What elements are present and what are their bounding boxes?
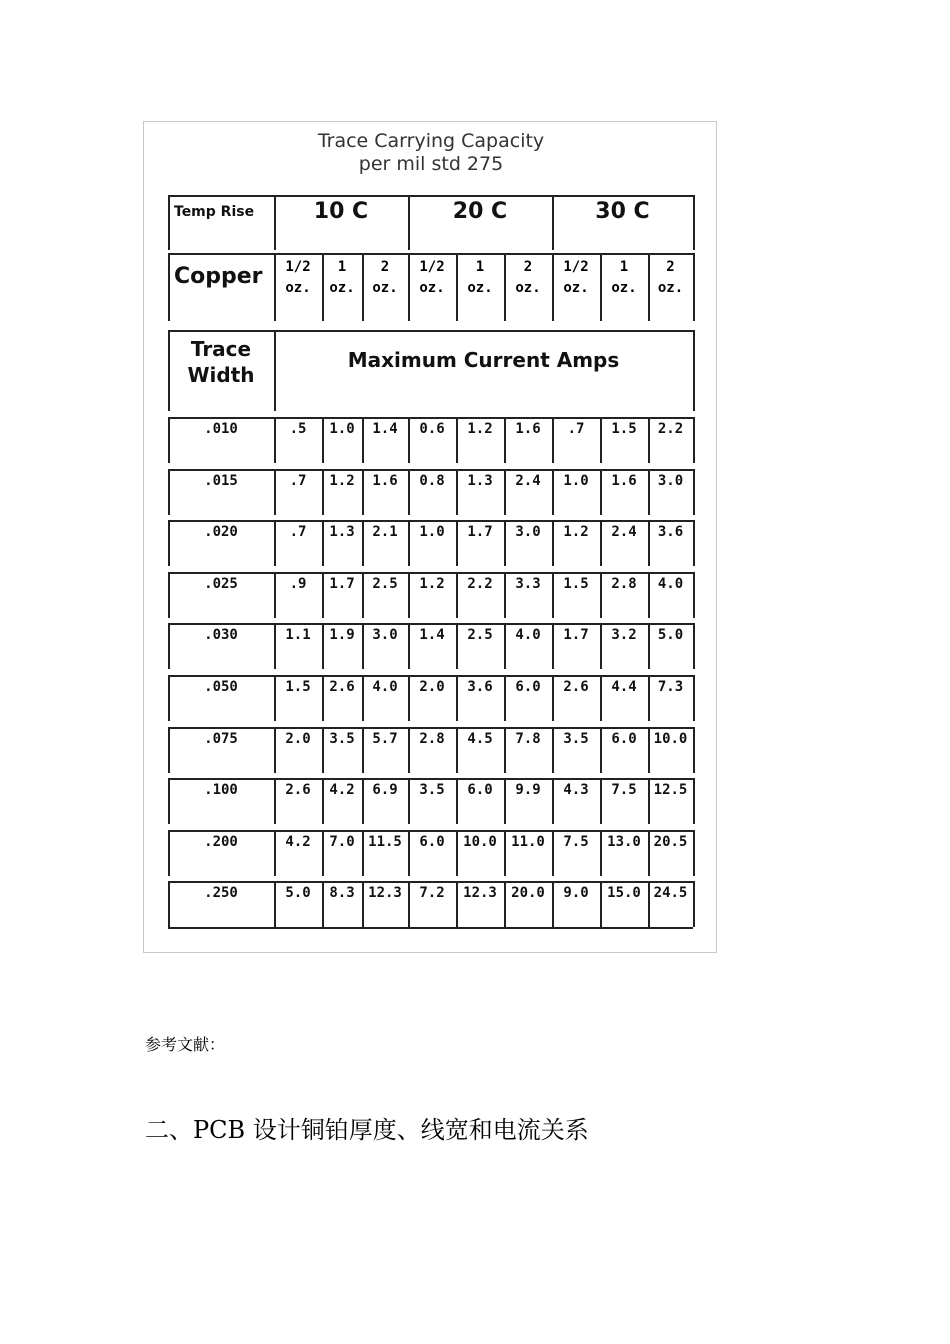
row-col-line — [693, 623, 695, 669]
copper-weight-unit: oz. — [329, 280, 355, 296]
references-caption: 参考文献： — [145, 1035, 226, 1054]
current-cell: 1.2 — [563, 524, 589, 540]
current-cell: 2.4 — [611, 524, 637, 540]
current-cell: 2.6 — [329, 679, 355, 695]
copper-weight-6 — [552, 257, 600, 299]
copper-weight-value: 1 — [619, 259, 629, 275]
copper-weight-8 — [648, 257, 693, 299]
current-cell: 1.7 — [467, 524, 493, 540]
figure-title-line1: Trace Carrying Capacity — [317, 130, 545, 152]
row-line — [168, 520, 693, 522]
current-cell: 2.1 — [372, 524, 398, 540]
current-cell: 1.7 — [563, 627, 589, 643]
trace-width-cell: .200 — [204, 834, 238, 850]
current-cell: 24.5 — [653, 885, 688, 901]
current-cell: 2.4 — [515, 473, 541, 489]
current-cell: 1.9 — [329, 627, 355, 643]
row-col-line — [693, 572, 695, 618]
current-cell: 2.6 — [285, 782, 311, 798]
copper-weight-3 — [408, 257, 456, 299]
copper-weight-7 — [600, 257, 648, 299]
copper-weight-value: 2 — [380, 259, 390, 275]
row-col-line — [693, 881, 695, 927]
current-cell: 5.7 — [372, 731, 398, 747]
copper-weight-2 — [362, 257, 408, 299]
current-cell: 7.2 — [419, 885, 445, 901]
current-cell: .5 — [289, 421, 307, 437]
current-cell: .7 — [289, 473, 307, 489]
copper-weight-unit: oz. — [467, 280, 493, 296]
current-cell: 15.0 — [607, 885, 641, 901]
copper-weight-unit: oz. — [419, 280, 445, 296]
current-cell: 4.3 — [563, 782, 589, 798]
row-line — [168, 572, 693, 574]
current-cell: 4.4 — [611, 679, 637, 695]
current-cell: 20.5 — [653, 834, 688, 850]
current-cell: 2.0 — [419, 679, 445, 695]
copper-weight-unit: oz. — [285, 280, 311, 296]
grid-line-v — [168, 195, 170, 250]
copper-weight-unit: oz. — [515, 280, 541, 296]
trace-width-cell: .050 — [204, 679, 238, 695]
grid-line-v — [168, 253, 170, 321]
temp-rise-10c: 10 C — [313, 199, 369, 224]
row-line — [168, 830, 693, 832]
current-cell: 12.3 — [463, 885, 497, 901]
current-cell: 2.5 — [467, 627, 493, 643]
current-cell: 7.5 — [611, 782, 637, 798]
figure-title-line2: per mil std 275 — [358, 153, 504, 175]
current-cell: 1.5 — [563, 576, 589, 592]
row-col-line — [693, 675, 695, 721]
current-cell: 7.5 — [563, 834, 589, 850]
capacity-table — [144, 122, 718, 954]
row-col-line — [693, 520, 695, 566]
row-line — [168, 727, 693, 729]
copper-label: Copper — [174, 264, 263, 289]
current-cell: 3.2 — [611, 627, 637, 643]
current-cell: 3.0 — [657, 473, 684, 489]
current-cell: 6.0 — [611, 731, 637, 747]
current-cell: 11.0 — [511, 834, 545, 850]
current-cell: 2.6 — [563, 679, 589, 695]
current-cell: 2.2 — [657, 421, 684, 437]
current-cell: 3.6 — [657, 524, 684, 540]
trace-width-cell: .030 — [204, 627, 238, 643]
current-cell: 7.8 — [515, 731, 541, 747]
row-col-line — [693, 778, 695, 824]
current-cell: 3.0 — [372, 627, 398, 643]
current-cell: 1.4 — [419, 627, 445, 643]
temp-rise-20c: 20 C — [452, 199, 508, 224]
current-cell: 7.3 — [657, 679, 684, 695]
current-cell: 2.8 — [419, 731, 445, 747]
current-cell: 2.5 — [372, 576, 398, 592]
current-cell: 1.3 — [329, 524, 355, 540]
current-cell: 6.9 — [372, 782, 398, 798]
row-col-line — [693, 469, 695, 515]
current-cell: 3.3 — [515, 576, 541, 592]
current-cell: 1.6 — [611, 473, 637, 489]
row-line — [168, 778, 693, 780]
grid-line-v — [693, 253, 695, 321]
row-col-line — [693, 727, 695, 773]
current-cell: 1.0 — [419, 524, 445, 540]
grid-line-h — [168, 195, 693, 197]
current-cell: 9.0 — [563, 885, 589, 901]
row-col-line — [693, 417, 695, 463]
current-cell: 4.0 — [372, 679, 398, 695]
current-cell: 6.0 — [467, 782, 493, 798]
current-cell: 3.5 — [563, 731, 589, 747]
trace-width-cell: .020 — [204, 524, 238, 540]
grid-line-h — [168, 253, 693, 255]
current-cell: 1.0 — [563, 473, 589, 489]
trace-width-cell: .025 — [204, 576, 238, 592]
current-cell: 1.2 — [419, 576, 445, 592]
current-cell: 1.7 — [329, 576, 355, 592]
current-cell: 2.8 — [611, 576, 637, 592]
max-current-label: Maximum Current Amps — [347, 348, 620, 372]
current-cell: 4.2 — [329, 782, 355, 798]
current-cell: 1.5 — [285, 679, 311, 695]
section-heading: 二、PCB 设计铜铂厚度、线宽和电流关系 — [145, 1116, 589, 1144]
copper-weight-5 — [504, 257, 552, 299]
copper-weight-value: 2 — [523, 259, 533, 275]
grid-line-h — [168, 330, 693, 332]
trace-capacity-figure — [143, 121, 717, 953]
trace-width-cell: .250 — [204, 885, 238, 901]
temp-rise-30c: 30 C — [595, 199, 650, 224]
current-cell: 7.0 — [329, 834, 355, 850]
current-cell: 10.0 — [463, 834, 497, 850]
trace-width-label-line: Width — [187, 363, 255, 387]
current-cell: 6.0 — [515, 679, 541, 695]
current-cell: 4.0 — [657, 576, 684, 592]
current-cell: 4.5 — [467, 731, 493, 747]
current-cell: .7 — [567, 421, 585, 437]
current-cell: 1.2 — [467, 421, 493, 437]
current-cell: 1.6 — [515, 421, 541, 437]
trace-width-cell: .075 — [204, 731, 238, 747]
current-cell: 3.0 — [515, 524, 541, 540]
current-cell: 6.0 — [419, 834, 445, 850]
copper-weight-value: 1 — [475, 259, 485, 275]
trace-width-label-line: Trace — [190, 337, 252, 361]
grid-line-v — [693, 195, 695, 250]
current-cell: 2.2 — [467, 576, 493, 592]
row-line — [168, 623, 693, 625]
current-cell: 10.0 — [653, 731, 688, 747]
table-bottom-line — [168, 927, 693, 929]
current-cell: 13.0 — [607, 834, 641, 850]
current-cell: 1.4 — [372, 421, 398, 437]
current-cell: 2.0 — [285, 731, 311, 747]
current-cell: 11.5 — [368, 834, 402, 850]
row-line — [168, 417, 693, 419]
trace-width-cell: .100 — [204, 782, 238, 798]
current-cell: .9 — [289, 576, 307, 592]
current-cell: 0.6 — [419, 421, 445, 437]
current-cell: 1.5 — [611, 421, 637, 437]
current-cell: 12.5 — [653, 782, 688, 798]
copper-weight-unit: oz. — [372, 280, 398, 296]
current-cell: 1.0 — [329, 421, 355, 437]
current-cell: 5.0 — [285, 885, 311, 901]
copper-weight-4 — [456, 257, 504, 299]
copper-weight-unit: oz. — [657, 280, 684, 296]
current-cell: 3.5 — [329, 731, 355, 747]
current-cell: 1.3 — [467, 473, 493, 489]
current-cell: 1.2 — [329, 473, 355, 489]
current-cell: 1.1 — [285, 627, 311, 643]
copper-weight-unit: oz. — [611, 280, 637, 296]
temp-rise-label: Temp Rise — [174, 204, 255, 220]
current-cell: 4.2 — [285, 834, 311, 850]
current-cell: 12.3 — [368, 885, 402, 901]
current-cell: 5.0 — [657, 627, 684, 643]
copper-weight-value: 1/2 — [285, 259, 311, 275]
row-col-line — [693, 830, 695, 876]
current-cell: 0.8 — [419, 473, 445, 489]
current-cell: 4.0 — [515, 627, 541, 643]
trace-width-cell: .015 — [204, 473, 238, 489]
trace-width-cell: .010 — [204, 421, 238, 437]
current-cell: 20.0 — [511, 885, 545, 901]
row-line — [168, 469, 693, 471]
current-cell: 3.6 — [467, 679, 493, 695]
copper-weight-0 — [274, 257, 322, 299]
copper-weight-value: 1/2 — [563, 259, 589, 275]
current-cell: 1.6 — [372, 473, 398, 489]
copper-weight-value: 1 — [337, 259, 347, 275]
current-cell: .7 — [289, 524, 307, 540]
grid-line-v — [693, 330, 695, 411]
copper-weight-value: 2 — [666, 259, 675, 275]
row-line — [168, 881, 693, 883]
copper-weight-value: 1/2 — [419, 259, 445, 275]
copper-weight-unit: oz. — [563, 280, 589, 296]
current-cell: 9.9 — [515, 782, 541, 798]
current-cell: 8.3 — [329, 885, 355, 901]
trace-width-label — [168, 336, 274, 388]
copper-weight-1 — [322, 257, 362, 299]
current-cell: 3.5 — [419, 782, 445, 798]
row-line — [168, 675, 693, 677]
